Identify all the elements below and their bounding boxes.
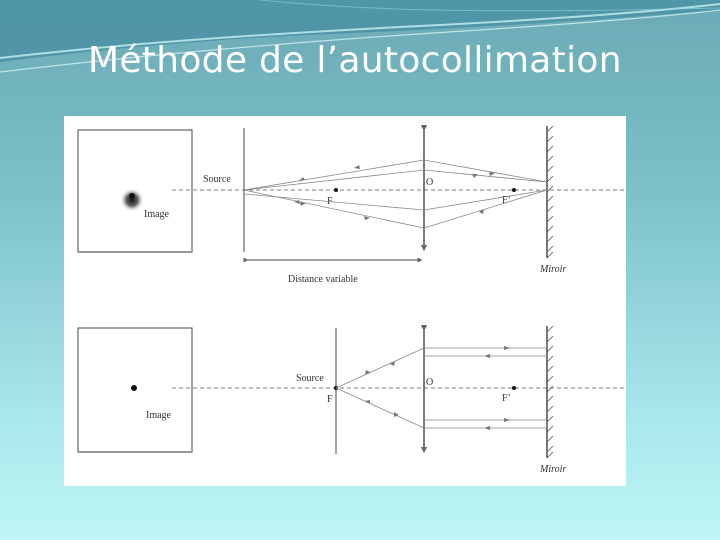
top-image-focal-point <box>512 188 516 192</box>
top-image-label: Image <box>144 209 169 220</box>
bottom-sharp-image-spot <box>131 385 137 391</box>
top-mirror-label: Miroir <box>540 264 567 275</box>
top-image-focal-label: F’ <box>502 195 511 206</box>
top-blurred-image-spot <box>120 188 144 212</box>
top-center-label: O <box>426 177 434 188</box>
bottom-focal-label: F <box>327 394 333 405</box>
top-mirror-hatching <box>547 126 553 258</box>
optics-diagram <box>64 116 626 486</box>
bottom-mirror-label: Miroir <box>540 464 567 475</box>
top-rays <box>244 160 547 228</box>
bottom-mirror-hatching <box>547 326 553 458</box>
bottom-image-focal-label: F’ <box>502 393 511 404</box>
bottom-center-label: O <box>426 377 434 388</box>
top-source-label: Source <box>203 174 231 185</box>
bottom-image-focal-point <box>512 386 516 390</box>
top-diagram <box>78 126 624 285</box>
top-focal-label: F <box>327 196 333 207</box>
slide-title: Méthode de l’autocollimation <box>88 40 622 81</box>
top-focal-point <box>334 188 338 192</box>
top-distance-label: Distance variable <box>288 274 358 285</box>
bottom-source-label: Source <box>296 373 324 384</box>
autocollimation-figure <box>64 116 626 486</box>
bottom-image-label: Image <box>146 410 171 421</box>
bottom-diagram <box>78 326 624 475</box>
